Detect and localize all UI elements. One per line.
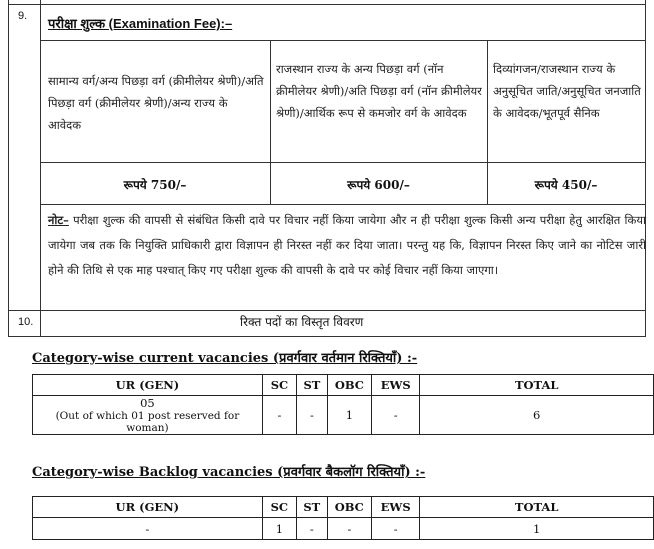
fee-category-sc-st: दिव्यांगजन/राजस्थान राज्य के अनुसूचित जाति/अनुसूचित जनजाति के आवेदक/भूतपूर्व सैनिक — [493, 62, 641, 120]
cell-ews: - — [372, 396, 420, 435]
cell-total: 6 — [420, 396, 654, 435]
table-row — [33, 396, 654, 435]
header-st: ST — [297, 497, 328, 518]
cell-ur — [33, 396, 263, 435]
ur-count: 05 — [140, 396, 155, 410]
cell-total: 1 — [420, 518, 654, 540]
header-obc: OBC — [327, 375, 371, 396]
cell-ews: - — [371, 518, 419, 540]
header-ews: EWS — [371, 497, 419, 518]
fee-amount-general: रूपये 750/– — [123, 178, 187, 192]
fee-grid-top — [40, 40, 646, 41]
header-ur: UR (GEN) — [33, 375, 263, 396]
header-sc: SC — [262, 375, 296, 396]
note-label: नोट– — [48, 213, 69, 227]
section-10-top — [8, 310, 646, 311]
cell-st: - — [297, 518, 328, 540]
backlog-vacancies-title: Category-wise Backlog vacancies (प्रवर्गवार बैकलॉग रिक्तियाँ) :- — [32, 465, 426, 480]
section-10-number: 10. — [18, 316, 34, 328]
table-header-row — [33, 375, 654, 396]
fee-category-obc-rajasthan: राजस्थान राज्य के अन्य पिछड़ा वर्ग (नॉन क्रीमीलेयर श्रेणी)/अति पिछड़ा वर्ग (नॉन क्रीमीलेयर श्रेणी)/आर्थिक रूप से कमजोर वर्ग के आवेदक — [276, 62, 482, 120]
vacancy-details-heading: रिक्त पदों का विस्तृत विवरण — [240, 315, 364, 329]
header-ur: UR (GEN) — [33, 497, 263, 518]
number-column-border — [40, 0, 41, 336]
left-border — [8, 0, 9, 336]
top-border — [8, 4, 646, 5]
cell-obc: 1 — [327, 396, 371, 435]
cell-st: - — [297, 396, 328, 435]
fee-amount-sc-st: रूपये 450/– — [534, 178, 598, 192]
table-header-row — [33, 497, 654, 518]
section-9-number: 9. — [18, 10, 28, 22]
cell-sc: - — [262, 396, 296, 435]
header-obc: OBC — [327, 497, 371, 518]
current-vacancies-table — [32, 374, 654, 435]
header-st: ST — [297, 375, 328, 396]
fee-grid-bottom — [40, 204, 646, 205]
fee-category-general: सामान्य वर्ग/अन्य पिछड़ा वर्ग (क्रीमीलेयर श्रेणी)/अति पिछड़ा वर्ग (क्रीमीलेयर श्रेणी)/अन्य राज्य के आवेदक — [48, 74, 264, 132]
cell-ur: - — [33, 518, 263, 540]
header-sc: SC — [262, 497, 296, 518]
ur-note: (Out of which 01 post reserved for woman) — [55, 410, 240, 434]
cell-sc: 1 — [262, 518, 296, 540]
right-border — [645, 0, 646, 336]
note-text: परीक्षा शुल्क की वापसी से संबंधित किसी दावे पर विचार नहीं किया जायेगा और न ही परीक्षा शुल्क किसी अन्य परीक्षा हेतु आरक्षित किया जायेगा जब तक कि नियुक्ति प्राधिकारी द्वारा विज्ञापन ही निरस्त नहीं कर दिया जाता। परन्तु यह कि, विज्ञापन निरस्त किए जाने का नोटिस जारी होने की तिथि से एक माह पश्चात् किए गए परीक्षा शुल्क की वापसी के दावे पर कोई विचार नहीं किया जाएगा। — [48, 213, 646, 277]
fee-refund-note — [48, 208, 646, 283]
examination-fee-heading: परीक्षा शुल्क (Examination Fee):– — [48, 16, 233, 31]
header-total: TOTAL — [420, 375, 654, 396]
section-10-bottom — [8, 336, 646, 337]
table-row — [33, 518, 654, 540]
cell-obc: - — [327, 518, 371, 540]
fee-grid-mid — [40, 162, 646, 163]
header-ews: EWS — [372, 375, 420, 396]
header-total: TOTAL — [420, 497, 654, 518]
fee-amount-obc: रूपये 600/– — [347, 178, 410, 192]
current-vacancies-title: Category-wise current vacancies (प्रवर्गवार वर्तमान रिक्तियाँ) :- — [32, 351, 418, 366]
backlog-vacancies-table — [32, 496, 654, 540]
